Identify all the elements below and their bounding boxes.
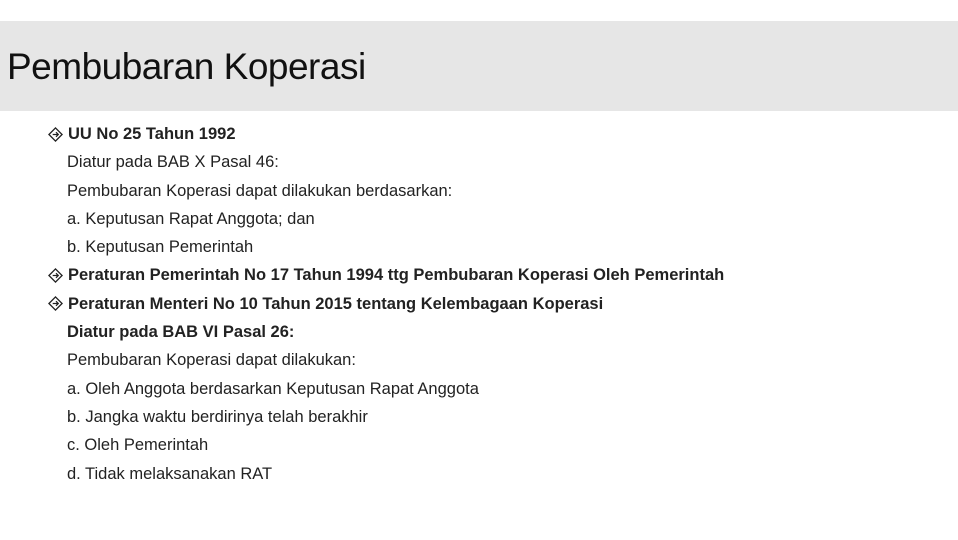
sub-item: a. Oleh Anggota berdasarkan Keputusan Rapat Anggota	[67, 379, 479, 398]
sub-item: b. Keputusan Pemerintah	[67, 238, 254, 257]
sub-item: Diatur pada BAB VI Pasal 26:	[67, 323, 295, 342]
sub-item: b. Jangka waktu berdirinya telah berakhir	[67, 407, 368, 426]
diamond-arrow-icon	[48, 267, 66, 285]
bullet-item	[48, 261, 948, 289]
sub-item: Pembubaran Koperasi dapat dilakukan:	[67, 351, 356, 370]
sub-item: Pembubaran Koperasi dapat dilakukan berdasarkan:	[67, 181, 453, 200]
bullet-text: Peraturan Pemerintah No 17 Tahun 1994 ttg Pembubaran Koperasi Oleh Pemerintah	[68, 266, 725, 285]
slide-title: Pembubaran Koperasi	[7, 46, 366, 87]
slide-content	[48, 120, 948, 488]
sub-item: c. Oleh Pemerintah	[67, 436, 209, 455]
diamond-arrow-icon	[48, 125, 66, 143]
sub-item: d. Tidak melaksanakan RAT	[67, 464, 273, 483]
sub-item: Diatur pada BAB X Pasal 46:	[67, 153, 279, 172]
diamond-arrow-icon	[48, 295, 66, 313]
sub-item: a. Keputusan Rapat Anggota; dan	[67, 209, 315, 228]
bullet-item	[48, 290, 948, 318]
bullet-item	[48, 120, 948, 148]
bullet-text: UU No 25 Tahun 1992	[68, 125, 236, 143]
bullet-text: Peraturan Menteri No 10 Tahun 2015 tentang Kelembagaan Koperasi	[68, 294, 604, 313]
